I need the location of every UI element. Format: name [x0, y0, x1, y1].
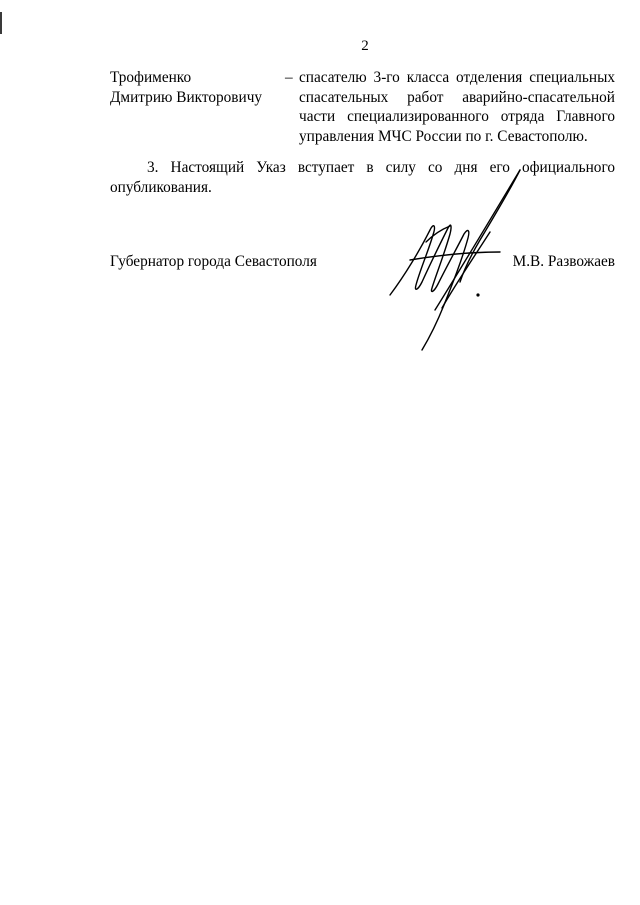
award-line: управления МЧС России по г. Севастополю. — [299, 127, 588, 145]
recipient-surname: Трофименко — [110, 69, 192, 86]
award-line: части специализированного отряда Главного — [299, 108, 615, 125]
page-number: 2 — [361, 38, 369, 54]
award-line: спасателю 3-го класса отделения специальных — [299, 69, 615, 86]
clause-3-paragraph — [110, 158, 615, 197]
clause-3-line-1: 3. Настоящий Указ вступает в силу со дня его официального — [147, 159, 615, 176]
recipient-name — [110, 68, 282, 107]
signer-title: Губернатор города Севастополя — [110, 253, 317, 270]
recipient-given-names: Дмитрию Викторовичу — [110, 88, 263, 106]
scan-edge-mark — [0, 12, 2, 34]
signer-name: М.В. Развожаев — [512, 253, 615, 270]
signature-dot — [476, 293, 479, 296]
award-line: спасательных работ аварийно-спасательной — [299, 88, 615, 106]
handwritten-signature — [380, 160, 530, 355]
signature-block — [110, 252, 615, 274]
award-entry — [110, 68, 615, 145]
award-description — [299, 68, 615, 146]
entry-dash: – — [285, 69, 293, 86]
clause-3-line-2: опубликования. — [110, 178, 212, 196]
